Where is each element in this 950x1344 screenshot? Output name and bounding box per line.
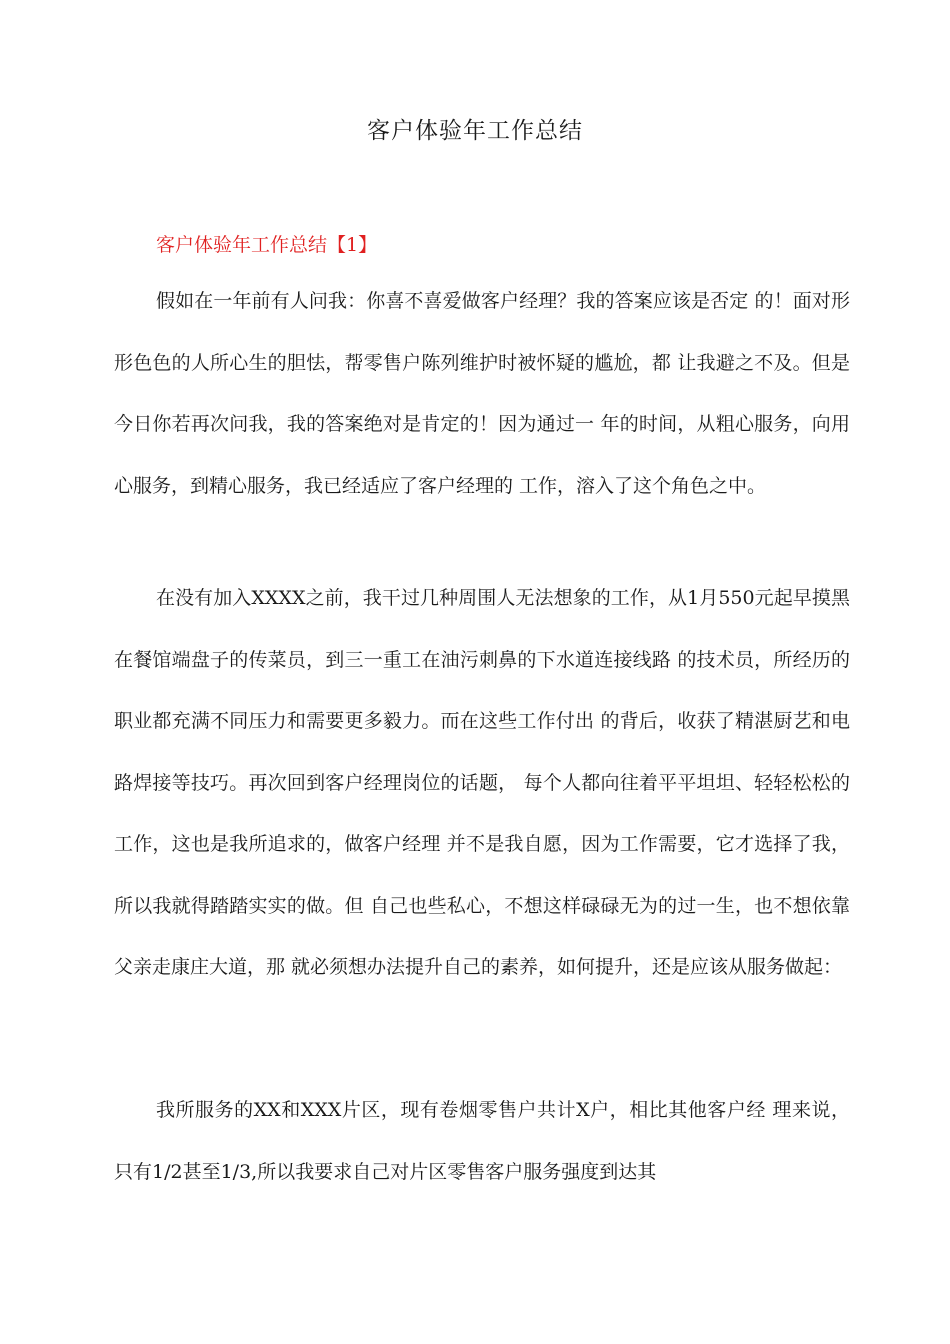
document-title: 客户体验年工作总结 bbox=[367, 118, 583, 144]
body-paragraph-1: 假如在一年前有人问我：你喜不喜爱做客户经理？我的答案应该是否定 的！面对形形色色的人所心生的胆怯，帮零售户陈列维护时被怀疑的尴尬，都 让我避之不及。但是今日你若再次问我，我的答案绝对是肯定的！因为通过一 年的时间，从粗心服务，向用心服务，到精心服务，我已经适应了客户经理的 工作，溶入了这个角色之中。 bbox=[114, 290, 850, 497]
section-heading: 客户体验年工作总结【1】 bbox=[156, 234, 378, 256]
body-paragraph-2: 在没有加入XXXX之前，我干过几种周围人无法想象的工作，从1月550元起早摸黑在餐馆端盘子的传菜员，到三一重工在油污刺鼻的下水道连接线路 的技术员，所经历的职业都充满不同压力和需要更多毅力。而在这些工作付出 的背后，收获了精湛厨艺和电路焊接等技巧。再次回到客户经理岗位的话题， 每个人都向往着平平坦坦、轻轻松松的工作，这也是我所追求的，做客户经理 并不是我自愿，因为工作需要，它才选择了我，所以我就得踏踏实实的做。但 自己也些私心，不想这样碌碌无为的过一生，也不想依靠父亲走康庄大道，那 就必须想办法提升自己的素养，如何提升，还是应该从服务做起： bbox=[114, 587, 850, 978]
body-paragraph-3: 我所服务的XX和XXX片区，现有卷烟零售户共计X户，相比其他客户经 理来说，只有1/2甚至1/3,所以我要求自己对片区零售客户服务强度到达其 bbox=[114, 1099, 850, 1183]
